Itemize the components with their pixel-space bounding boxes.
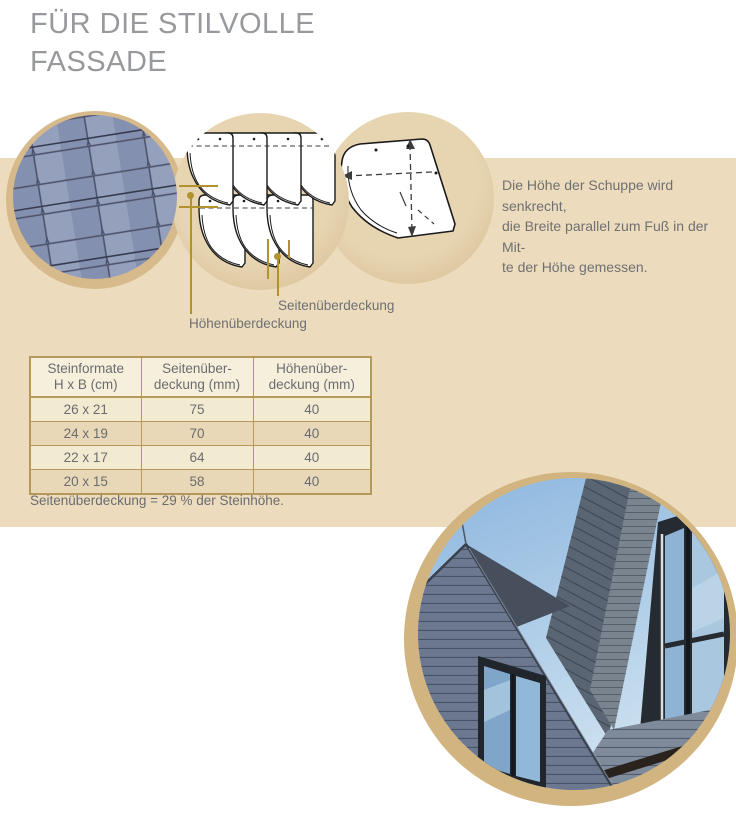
cell-format: 26 x 21 — [30, 397, 141, 422]
cell-seiten: 64 — [141, 446, 253, 470]
table-header-row — [30, 357, 371, 397]
table-row — [30, 470, 371, 495]
page-title-line1: FÜR DIE STILVOLLE — [30, 8, 316, 40]
page-title-line2: FASSADE — [30, 46, 168, 78]
hoehen-span-line-bottom — [179, 206, 218, 208]
cell-format: 20 x 15 — [30, 470, 141, 495]
table-footnote: Seitenüberdeckung = 29 % der Steinhöhe. — [30, 493, 285, 508]
measure-note-line3: te der Höhe gemessen. — [502, 259, 648, 275]
shingle-overlap-circle — [172, 113, 349, 290]
page-title — [30, 5, 315, 81]
cell-hoehen: 40 — [253, 446, 371, 470]
measure-note-line2: die Breite parallel zum Fuß in der Mit- — [502, 218, 709, 255]
cell-hoehen: 40 — [253, 397, 371, 422]
cell-hoehen: 40 — [253, 422, 371, 446]
seitenueberdeckung-label: Seitenüberdeckung — [278, 298, 395, 313]
slate-scale-photo — [13, 115, 177, 279]
table-row — [30, 446, 371, 470]
cell-seiten: 70 — [141, 422, 253, 446]
cell-format: 24 x 19 — [30, 422, 141, 446]
col-header-steinformate: Steinformate H x B (cm) — [30, 357, 141, 397]
col-header-hoehenueberdeckung: Höhenüber- deckung (mm) — [253, 357, 371, 397]
slate-scale-photo-art — [13, 115, 177, 279]
slate-facade-building-photo — [418, 478, 730, 790]
seiten-span-line-right — [288, 240, 290, 258]
table-row — [30, 422, 371, 446]
cell-seiten: 75 — [141, 397, 253, 422]
cell-seiten: 58 — [141, 470, 253, 495]
building-photo-art — [418, 478, 730, 790]
col-header-seitenueberdeckung: Seitenüber- deckung (mm) — [141, 357, 253, 397]
cell-hoehen: 40 — [253, 470, 371, 495]
measure-note — [502, 175, 734, 278]
shingle-overlap-drawing — [172, 113, 349, 290]
table-row — [30, 397, 371, 422]
hoehen-span-line-top — [179, 185, 218, 187]
stone-format-table — [29, 356, 372, 495]
hoehenueberdeckung-label: Höhenüberdeckung — [189, 316, 307, 331]
measure-note-line1: Die Höhe der Schuppe wird senkrecht, — [502, 177, 674, 214]
seiten-leader-line — [277, 259, 279, 296]
hoehen-leader-line — [190, 198, 192, 314]
seiten-span-line-left — [267, 239, 269, 279]
cell-format: 22 x 17 — [30, 446, 141, 470]
